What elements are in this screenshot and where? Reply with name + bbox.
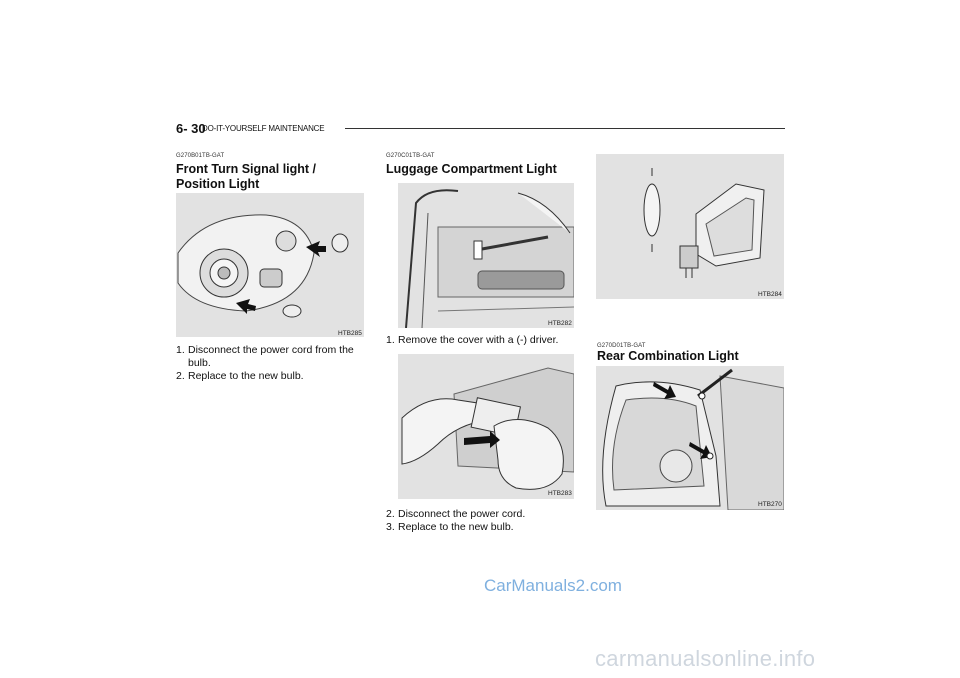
luggage-step-2 (386, 508, 586, 521)
figure-label-htb282: HTB282 (548, 320, 572, 327)
luggage-figure-2 (398, 354, 574, 499)
step-number: 2. (176, 370, 185, 382)
step-text: Replace to the new bulb. (188, 370, 304, 382)
front-headlamp-figure (176, 193, 364, 337)
front-heading-line2: Position Light (176, 177, 260, 191)
front-section-heading (176, 162, 316, 192)
figure-label-htb285: HTB285 (338, 330, 362, 337)
watermark-carmanuals2[interactable]: CarManuals2.com (484, 576, 622, 595)
front-step-2 (176, 370, 366, 383)
step-text: Replace to the new bulb. (398, 521, 514, 533)
rear-light-figure (596, 366, 784, 510)
rear-combination-light-illustration (596, 366, 784, 510)
step-text: Remove the cover with a (-) driver. (398, 334, 559, 346)
page-number: 6- 30 (176, 121, 206, 136)
step-text: Disconnect the power cord from the (188, 344, 354, 356)
front-step-1 (176, 344, 366, 370)
step-number: 2. (386, 508, 395, 520)
step-text-cont: bulb. (188, 357, 211, 369)
step-number: 1. (176, 344, 185, 356)
luggage-compartment-illustration (398, 183, 574, 328)
header-rule (345, 128, 785, 129)
figure-label-htb283: HTB283 (548, 490, 572, 497)
step-text: Disconnect the power cord. (398, 508, 526, 520)
luggage-step-1 (386, 334, 586, 347)
step-number: 1. (386, 334, 395, 346)
luggage-step-3 (386, 521, 586, 534)
headlamp-illustration (176, 193, 364, 337)
figure-label-htb270: HTB270 (758, 501, 782, 508)
figure-label-htb284: HTB284 (758, 291, 782, 298)
bulb-figure (596, 154, 784, 299)
front-heading-line1: Front Turn Signal light / (176, 162, 317, 176)
luggage-section-code: G270C01TB-GAT (386, 153, 435, 159)
luggage-figure-1 (398, 183, 574, 328)
cover-removal-illustration (398, 354, 574, 499)
watermark-carmanualsonline[interactable]: carmanualsonline.info (595, 646, 816, 671)
festoon-bulb-illustration (596, 154, 784, 299)
step-number: 3. (386, 521, 395, 533)
rear-section-code: G270D01TB-GAT (597, 343, 646, 349)
section-title: DO-IT-YOURSELF MAINTENANCE (202, 124, 325, 133)
rear-section-heading: Rear Combination Light (597, 349, 739, 363)
luggage-section-heading: Luggage Compartment Light (386, 162, 557, 176)
front-section-code: G270B01TB-GAT (176, 153, 225, 159)
